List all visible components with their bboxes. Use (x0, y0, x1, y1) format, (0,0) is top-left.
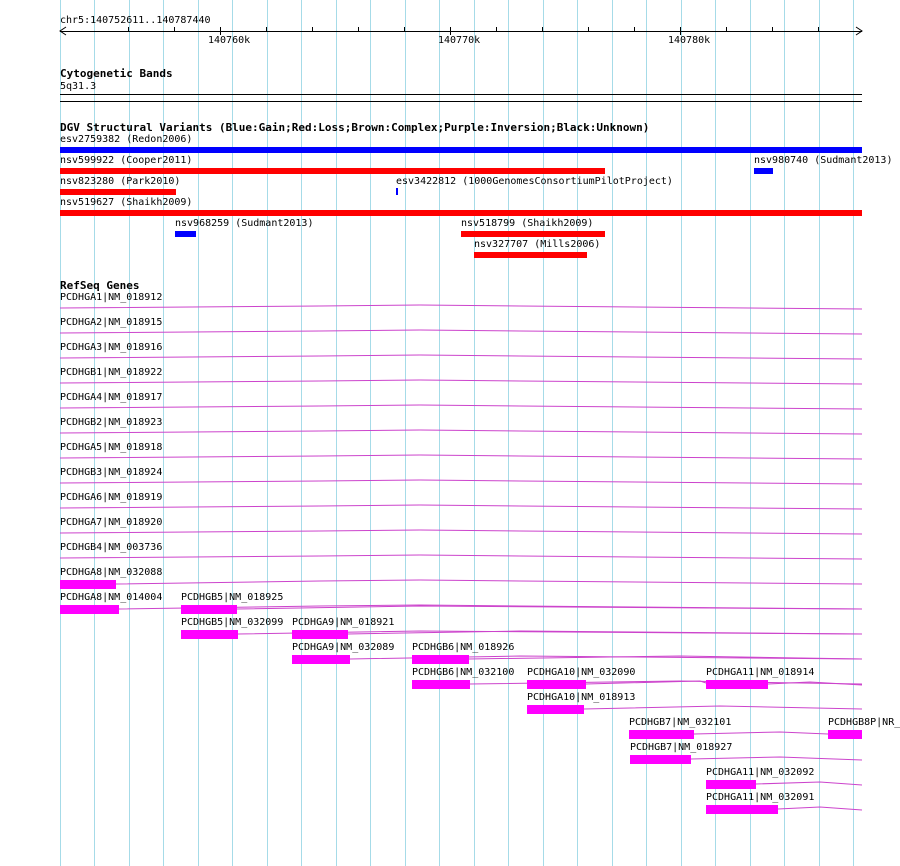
variant-label[interactable]: esv2759382 (Redon2006) (60, 134, 193, 145)
gene-label[interactable]: PCDHGA10|NM_018913 (527, 692, 636, 703)
gene-label[interactable]: PCDHGB5|NM_032099 (181, 617, 284, 628)
gene-label[interactable]: PCDHGB8P|NR_ (828, 717, 900, 728)
gene-label[interactable]: PCDHGB7|NM_018927 (630, 742, 733, 753)
gene-exon[interactable] (828, 730, 862, 739)
cytoband-label[interactable]: 5q31.3 (60, 81, 97, 92)
gene-exon[interactable] (630, 755, 691, 764)
track-title: RefSeq Genes (60, 279, 140, 292)
gene-exon[interactable] (527, 680, 586, 689)
gene-exon[interactable] (181, 630, 238, 639)
variant-label[interactable]: nsv980740 (Sudmant2013) (754, 155, 893, 166)
track-title: Cytogenetic Bands (60, 67, 173, 80)
gene-exon[interactable] (292, 630, 348, 639)
gene-label[interactable]: PCDHGA11|NM_032092 (706, 767, 815, 778)
track-title: DGV Structural Variants (Blue:Gain;Red:Loss;Brown:Complex;Purple:Inversion;Black:Unknown) (60, 121, 650, 134)
gene-exon[interactable] (181, 605, 237, 614)
gene-label[interactable]: PCDHGA10|NM_032090 (527, 667, 636, 678)
gene-label[interactable]: PCDHGB2|NM_018923 (60, 417, 163, 428)
variant-label[interactable]: nsv599922 (Cooper2011) (60, 155, 193, 166)
gene-exon[interactable] (60, 580, 116, 589)
gene-label[interactable]: PCDHGA11|NM_018914 (706, 667, 815, 678)
gene-exon[interactable] (706, 805, 778, 814)
gene-label[interactable]: PCDHGB7|NM_032101 (629, 717, 732, 728)
gene-label[interactable]: PCDHGB6|NM_032100 (412, 667, 515, 678)
variant-label[interactable]: nsv327707 (Mills2006) (474, 239, 601, 250)
gene-exon[interactable] (412, 655, 469, 664)
gene-label[interactable]: PCDHGA8|NM_014004 (60, 592, 163, 603)
variant-label[interactable]: nsv518799 (Shaikh2009) (461, 218, 594, 229)
variant-label[interactable]: nsv823280 (Park2010) (60, 176, 181, 187)
gene-label[interactable]: PCDHGB3|NM_018924 (60, 467, 163, 478)
gene-label[interactable]: PCDHGB1|NM_018922 (60, 367, 163, 378)
gene-label[interactable]: PCDHGA8|NM_032088 (60, 567, 163, 578)
gene-exon[interactable] (60, 605, 119, 614)
gene-label[interactable]: PCDHGA11|NM_032091 (706, 792, 815, 803)
region-label: chr5:140752611..140787440 (60, 15, 211, 26)
gene-label[interactable]: PCDHGA9|NM_032089 (292, 642, 395, 653)
ruler-tick-label: 140780k (668, 35, 711, 46)
gene-label[interactable]: PCDHGA6|NM_018919 (60, 492, 163, 503)
gene-label[interactable]: PCDHGA3|NM_018916 (60, 342, 163, 353)
gene-exon[interactable] (706, 780, 756, 789)
gene-label[interactable]: PCDHGA2|NM_018915 (60, 317, 163, 328)
gene-label[interactable]: PCDHGA4|NM_018917 (60, 392, 163, 403)
gene-label[interactable]: PCDHGA9|NM_018921 (292, 617, 395, 628)
ruler-tick-label: 140760k (208, 35, 251, 46)
gene-label[interactable]: PCDHGB4|NM_003736 (60, 542, 163, 553)
gene-label[interactable]: PCDHGA5|NM_018918 (60, 442, 163, 453)
variant-label[interactable]: nsv519627 (Shaikh2009) (60, 197, 193, 208)
gene-label[interactable]: PCDHGB5|NM_018925 (181, 592, 284, 603)
gene-exon[interactable] (527, 705, 584, 714)
gene-exon[interactable] (412, 680, 470, 689)
variant-label[interactable]: nsv968259 (Sudmant2013) (175, 218, 314, 229)
gene-exon[interactable] (292, 655, 350, 664)
ruler-tick-label: 140770k (438, 35, 481, 46)
gene-label[interactable]: PCDHGA1|NM_018912 (60, 292, 163, 303)
variant-label[interactable]: esv3422812 (1000GenomesConsortiumPilotProject) (396, 176, 673, 187)
gene-label[interactable]: PCDHGA7|NM_018920 (60, 517, 163, 528)
gene-exon[interactable] (706, 680, 768, 689)
gene-label[interactable]: PCDHGB6|NM_018926 (412, 642, 515, 653)
gene-exon[interactable] (629, 730, 694, 739)
